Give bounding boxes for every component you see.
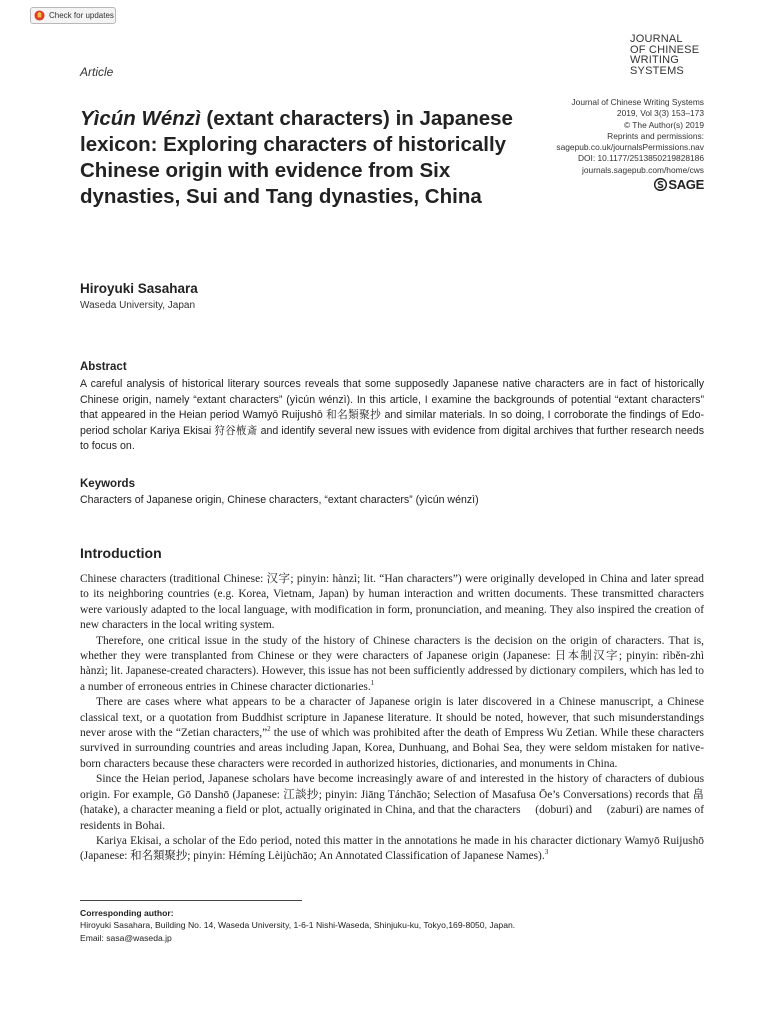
journal-logo xyxy=(630,34,740,76)
author-affiliation: Waseda University, Japan xyxy=(80,300,196,311)
abstract-text: A careful analysis of historical literary sources reveals that some supposedly Japanese native characters are in fact of historically Chinese origin, namely “extant characters” (yìcún wénzì). In this article, I examine the backgrounds of potential “extant characters” that appeared in the Heian period Wamyō Ruijushō 和名類聚抄 and similar materials. In so doing, I corroborate the findings of Edo-period scholar Kariya Ekisai 狩谷棭斎 and identify several new issues with evidence from digital archives that further research needs to focus on. xyxy=(80,378,704,453)
footnote-ref[interactable]: 1 xyxy=(370,679,375,688)
permissions-link[interactable]: sagepub.co.uk/journalsPermissions.nav xyxy=(556,142,704,153)
update-badge-icon xyxy=(34,10,45,21)
footnote-ref[interactable]: 3 xyxy=(544,848,549,857)
paragraph xyxy=(80,634,704,696)
keywords-heading: Keywords xyxy=(80,478,135,490)
sage-logo-icon xyxy=(654,178,667,191)
title-italic: Yìcún Wénzì xyxy=(80,107,201,130)
journal-logo-line: OF CHINESE xyxy=(630,43,700,56)
publisher-logo xyxy=(654,177,704,192)
paragraph: Chinese characters (traditional Chinese: 汉字; pinyin: hànzì; lit. “Han characters”) were originally developed in China and later spread to its neighboring countries (e.g. Korea, Vietnam, Japan) by human interaction and written documents. These transmitted characters were variously adapted to the local language, with modification in form, pronunciation, and meaning. They also inspired the creation of new characters in the local writing system. xyxy=(80,573,704,632)
doi[interactable]: DOI: 10.1177/2513850219828186 xyxy=(577,153,704,164)
corresponding-author-address: Hiroyuki Sasahara, Building No. 14, Waseda University, 1-6-1 Nishi-Waseda, Shinjuku-ku, Tokyo,169-8050, Japan. xyxy=(80,920,516,931)
corresponding-author xyxy=(80,907,704,944)
author-name: Hiroyuki Sasahara xyxy=(80,281,198,296)
paragraph xyxy=(80,695,704,772)
abstract-heading: Abstract xyxy=(80,361,127,373)
reprints-label: Reprints and permissions: xyxy=(607,130,704,141)
footnote-ref[interactable]: 2 xyxy=(267,725,271,734)
footnote-divider xyxy=(80,900,302,901)
introduction-body xyxy=(80,572,704,865)
copyright: © The Author(s) 2019 xyxy=(623,119,704,130)
article-title xyxy=(80,106,520,210)
corresponding-author-email[interactable]: Email: sasa@waseda.jp xyxy=(80,932,172,943)
paragraph xyxy=(80,834,704,865)
article-type: Article xyxy=(80,65,114,79)
check-for-updates-badge[interactable] xyxy=(30,7,116,24)
paragraph-text: Kariya Ekisai, a scholar of the Edo period, noted this matter in the annotations he made in his character dictionary Wamyō Ruijushō (Japanese: 和名類聚抄; pinyin: Hémíng Lèijùchāo; An Annotated Classification of Japanese Names). xyxy=(80,834,704,863)
publication-meta xyxy=(504,97,704,176)
journal-name: Journal of Chinese Writing Systems xyxy=(571,97,704,107)
paragraph-text: the use of which was prohibited after the death of Empress Wu Zetian. While these characters survived in surrounding countries and areas including Japan, Korea, Dunhuang, and Bohai Sea, they were seldom mistaken for native-born characters because these characters were recorded in authorized histories, dictionaries, and monuments in China. xyxy=(80,727,704,770)
paragraph: Since the Heian period, Japanese scholars have become increasingly aware of and interested in the history of characters of dubious origin. For example, Gō Danshō (Japanese: 江談抄; pinyin: Jiāng Tánchāo; Selection of Masafusa Ōe’s Conversations) records that 畠 (hatake), a character meaning a field or plot, actually originated in China, and that the characters 𢏫 (doburi) and 𢏬 (zaburi) are names of residents in Bohai. xyxy=(80,773,704,832)
paragraph-text: Therefore, one critical issue in the study of the history of Chinese characters is the decision on the origin of characters. That is, whether they were transplanted from Chinese or they were characters of Japanese origin (Japanese: 日本制汉字; pinyin: rìběn-zhì hànzì; lit. Japanese-created characters). However, this issue has not been sufficiently addressed by dictionary compilers, which has led to a number of erroneous entries in Chinese character dictionaries. xyxy=(80,634,704,693)
journal-logo-line: JOURNAL xyxy=(630,33,683,45)
keywords-text: Characters of Japanese origin, Chinese characters, “extant characters” (yìcún wénzì) xyxy=(80,494,479,506)
journal-logo-line: SYSTEMS xyxy=(630,64,684,77)
journal-home-link[interactable]: journals.sagepub.com/home/cws xyxy=(582,164,704,175)
volume-info: 2019, Vol 3(3) 153–173 xyxy=(616,108,704,119)
badge-label: Check for updates xyxy=(49,11,114,20)
introduction-heading: Introduction xyxy=(80,545,162,561)
corresponding-author-label: Corresponding author: xyxy=(80,908,174,918)
journal-logo-line: WRITING xyxy=(630,54,680,66)
title-rest: (extant characters) in Japanese lexicon: Exploring characters of historically Chinese origin with evidence from Six dynasties, Sui and Tang dynasties, China xyxy=(80,107,513,208)
paragraph-text: There are cases where what appears to be a character of Japanese origin is later discovered in a Chinese manuscript, a Chinese classical text, or a quotation from Buddhist scripture in Japanese literature. It should be noted, however, that such misunderstandings never arose with the “Zetian characters,” xyxy=(80,696,704,740)
publisher-name: SAGE xyxy=(668,177,704,192)
